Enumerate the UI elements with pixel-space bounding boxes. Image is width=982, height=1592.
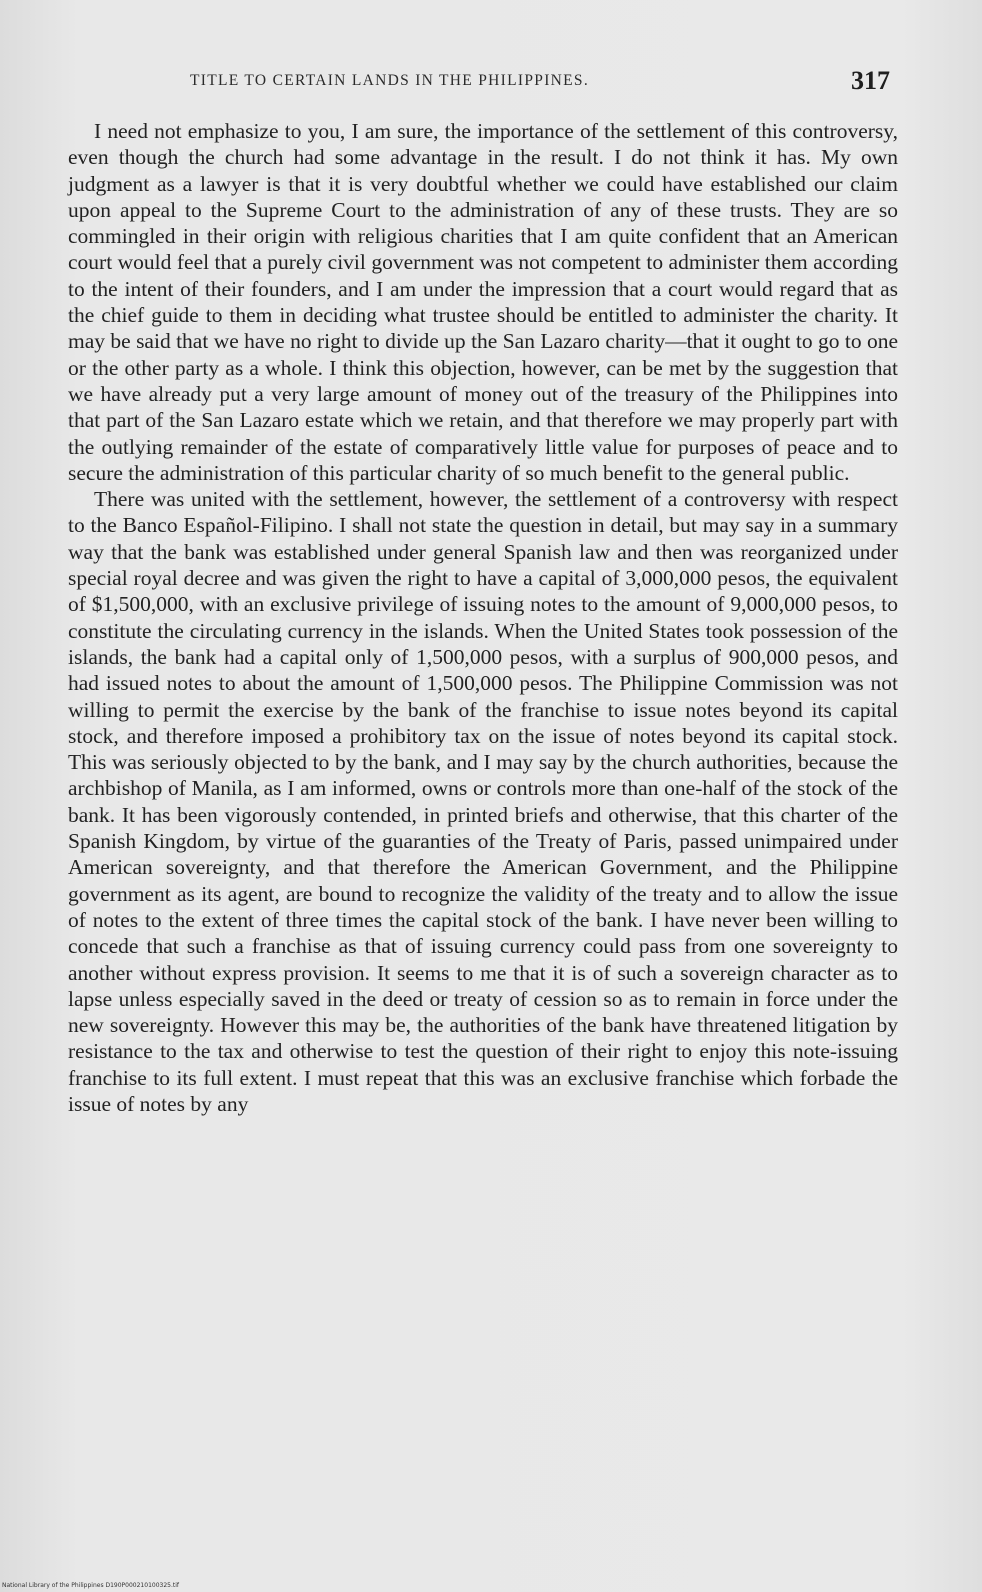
paragraph-2: There was united with the settlement, however, the settlement of a controversy with respect to the Banco Español-Filipino. I shall not state the question in detail, but may say in a summary way that the bank was established under general Spanish law and then was reorganized under special royal decree and was given the right to have a capital of 3,000,000 pesos, the equivalent of $1,500,000, with an exclusive privilege of issuing notes to the amount of 9,000,000 pesos, to constitute the circulating currency in the islands. When the United States took possession of the islands, the bank had a capital only of 1,500,000 pesos, with a surplus of 900,000 pesos, and had issued notes to about the amount of 1,500,000 pesos. The Philippine Commission was not willing to permit the exercise by the bank of the franchise to issue notes beyond its capital stock, and therefore imposed a prohibitory tax on the issue of notes beyond its capital stock. This was seriously objected to by the bank, and I may say by the church authorities, because the archbishop of Manila, as I am informed, owns or controls more than one-half of the stock of the bank. It has been vigorously contended, in printed briefs and otherwise, that this charter of the Spanish Kingdom, by virtue of the guaranties of the Treaty of Paris, passed unimpaired under American sovereignty, and that therefore the American Government, and the Philippine government as its agent, are bound to recognize the validity of the treaty and to allow the issue of notes to the extent of three times the capital stock of the bank. I have never been willing to concede that such a franchise as that of issuing currency could pass from one sovereignty to another without express provision. It seems to me that it is of such a sovereign character as to lapse unless especially saved in the deed or treaty of cession so as to remain in force under the new sovereignty. However this may be, the authorities of the bank have threatened litigation by resistance to the tax and otherwise to test the question of their right to enjoy this note-issuing franchise to its full extent. I must repeat that this was an exclusive franchise which forbade the issue of notes by any <box>68 487 898 1116</box>
body-text <box>68 118 898 1117</box>
paragraph-1: I need not emphasize to you, I am sure, the importance of the settlement of this controversy, even though the church had some advantage in the result. I do not think it has. My own judgment as a lawyer is that it is very doubtful whether we could have established our claim upon appeal to the Supreme Court to the administration of any of these trusts. They are so commingled in their origin with religious charities that I am quite confident that an American court would feel that a purely civil government was not competent to administer them according to the intent of their founders, and I am under the impression that a court would regard that as the chief guide to them in deciding what trustee should be entitled to administer the charity. It may be said that we have no right to divide up the San Lazaro charity—that it ought to go to one or the other party as a whole. I think this objection, however, can be met by the suggestion that we have already put a very large amount of money out of the treasury of the Philippines into that part of the San Lazaro estate which we retain, and that therefore we may properly part with the outlying remainder of the estate of comparatively little value for purposes of peace and to secure the administration of this particular charity of so much benefit to the general public. <box>68 119 898 485</box>
page-number: 317 <box>851 66 890 95</box>
running-head <box>190 66 890 98</box>
running-title: TITLE TO CERTAIN LANDS IN THE PHILIPPINES. <box>190 72 590 89</box>
scan-credit: National Library of the Philippines D190P000210100325.tif <box>2 1582 180 1589</box>
